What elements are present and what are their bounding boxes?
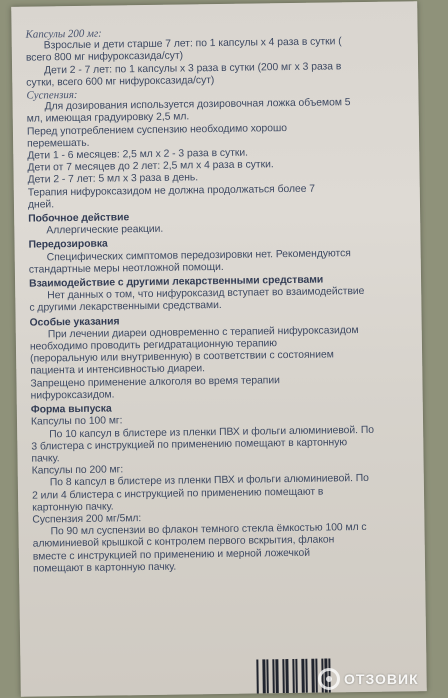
text-line: Терапия нифуроксазидом не должна продолжаться более 7 (27, 183, 316, 199)
text-line: Суспензия 200 мг/5мл: (32, 513, 142, 526)
text-line: Капсулы по 200 мг: (31, 464, 124, 477)
text-line: помещают в картонную пачку. (32, 561, 177, 575)
text-line: стандартные меры неотложной помощи. (28, 261, 224, 276)
otzovik-logo-icon (318, 668, 340, 690)
subsection-label: Суспензия: (26, 88, 78, 102)
instruction-leaflet (11, 1, 427, 697)
text-line: Запрещено применение алкоголя во время терапии (30, 374, 280, 390)
text-line: По 8 капсул в блистере из пленки ПВХ и фольги алюминиевой. По (49, 473, 369, 489)
leaflet-text (26, 23, 414, 575)
section-heading: Особые указания (29, 316, 120, 329)
subsection-label: Капсулы 200 мг: (25, 27, 102, 41)
section-heading: Форма выпуска (30, 403, 112, 416)
text-line: Специфических симптомов передозировки нет. Рекомендуются (46, 247, 351, 264)
text-line: с другими лекарственными средствами. (29, 300, 222, 315)
otzovik-watermark (318, 668, 419, 690)
text-line: вместе с инструкцией по применению и мерной ложечкой (32, 547, 311, 563)
text-line: Капсулы по 100 мг: (30, 415, 123, 428)
text-line: сутки, всего 600 мг нифуроксазида/сут) (26, 74, 215, 89)
text-line: Взрослые и дети старше 7 лет: по 1 капсулы х 4 раза в сутки ( (43, 36, 342, 52)
text-line: Для дозирования используется дозировочная ложка объемом 5 (44, 97, 351, 113)
text-line: алюминиевой крышкой с контролем первого вскрытия, флакон (32, 534, 335, 550)
text-line: пачку. (31, 453, 60, 465)
section-heading: Передозировка (28, 238, 108, 252)
text-line: всего 800 мг нифуроксазида/сут) (25, 50, 184, 65)
text-line: 2 или 4 блистера с инструкцией по применению помещают в (31, 486, 324, 502)
text-line: нифуроксазидом. (30, 389, 115, 402)
text-line: 3 блистера с инструкцией по применению помещают в картонную (31, 436, 348, 453)
text-line: мл, имеющая градуировку 2,5 мл. (26, 111, 190, 126)
text-line: необходимо проводить регидратационную терапию (29, 338, 278, 353)
text-line: Аллергические реакции. (46, 224, 164, 237)
watermark-text: ОТЗОВИК (344, 671, 419, 687)
text-line: При лечении диареи одновременно с терапией нифуроксазидом (47, 324, 359, 341)
text-line: перемешать. (27, 137, 90, 150)
text-line: Дети 2 - 7 лет: 5 мл х 3 раза в день. (27, 172, 199, 187)
text-line: Дети 1 - 6 месяцев: 2,5 мл х 2 - 3 раза в сутки. (27, 147, 249, 162)
text-line: пациента и интенсивностью диареи. (30, 363, 206, 378)
section-heading: Побочное действие (28, 212, 130, 225)
text-line: картонную пачку. (32, 501, 114, 514)
text-line: дней. (27, 199, 55, 211)
text-line: По 90 мл суспензии во флакон темного стекла ёмкостью 100 мл с (50, 522, 367, 538)
text-line: Перед употреблением суспензию необходимо хорошо (26, 122, 288, 138)
text-line: Нет данных о том, что нифуроксазид вступает во взаимодействие (47, 286, 365, 302)
text-line: По 10 капсул в блистере из пленки ПВХ и фольги алюминиевой. По (49, 424, 375, 440)
text-line: Дети 2 - 7 лет: по 1 капсулы х 3 раза в сутки (200 мг х 3 раза в (44, 60, 342, 77)
text-line: Дети от 7 месяцев до 2 лет: 2,5 мл х 4 раза в сутки. (27, 159, 274, 174)
section-heading: Взаимодействие с другими лекарственными средствами (29, 274, 324, 290)
text-line: (пероральную или внутривенную) в соответствии с состоянием (30, 349, 334, 365)
